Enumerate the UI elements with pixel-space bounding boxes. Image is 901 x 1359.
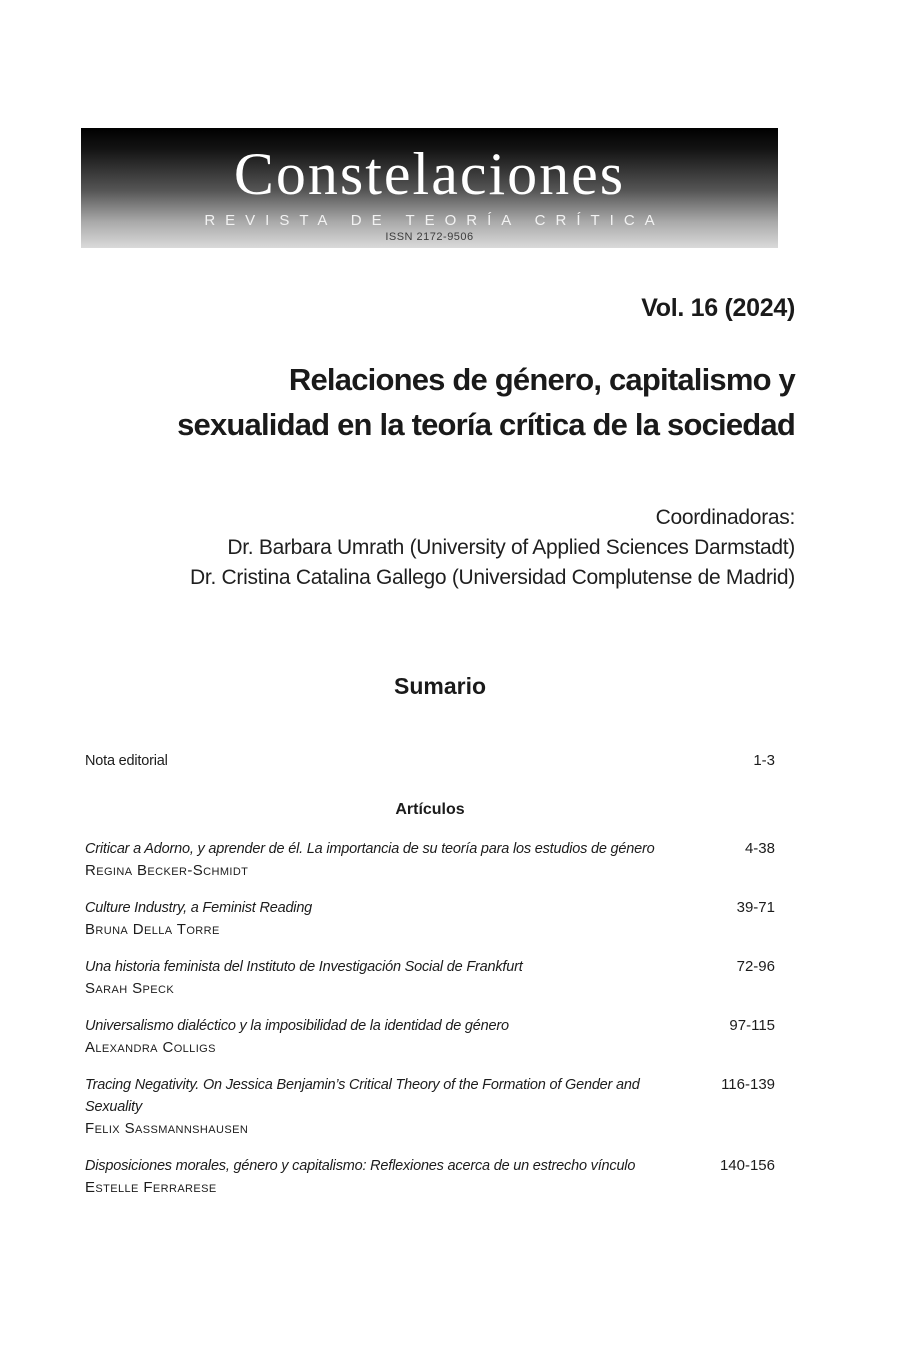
articles-section-heading: Artículos bbox=[395, 801, 465, 818]
article-row bbox=[85, 1155, 775, 1198]
article-title: Culture Industry, a Feminist Reading bbox=[85, 900, 313, 916]
article-entry bbox=[85, 838, 695, 881]
issue-title bbox=[85, 357, 795, 447]
article-entry bbox=[85, 956, 695, 999]
journal-banner bbox=[81, 128, 778, 248]
editorial-note-row bbox=[85, 750, 775, 772]
article-author: Bruna Della Torre bbox=[85, 921, 220, 938]
journal-issn: ISSN 2172-9506 bbox=[385, 231, 474, 243]
article-pages: 116-139 bbox=[721, 1076, 775, 1093]
article-row bbox=[85, 897, 775, 940]
volume-label: Vol. 16 (2024) bbox=[641, 294, 795, 322]
article-entry bbox=[85, 897, 695, 940]
article-row bbox=[85, 1015, 775, 1058]
article-title: Una historia feminista del Instituto de Investigación Social de Frankfurt bbox=[85, 959, 523, 975]
coordinators-block bbox=[85, 503, 795, 593]
article-row bbox=[85, 1074, 775, 1139]
article-pages: 72-96 bbox=[736, 958, 775, 975]
issue-title-line-2: sexualidad en la teoría crítica de la sociedad bbox=[177, 407, 795, 442]
table-of-contents bbox=[85, 750, 775, 1198]
article-author: Estelle Ferrarese bbox=[85, 1179, 217, 1196]
article-author: Alexandra Colligs bbox=[85, 1039, 216, 1056]
article-entry bbox=[85, 1155, 695, 1198]
article-author: Sarah Speck bbox=[85, 980, 175, 997]
article-author: Felix Sassmannshausen bbox=[85, 1120, 249, 1137]
coordinator-line-1: Dr. Barbara Umrath (University of Applied Sciences Darmstadt) bbox=[227, 536, 795, 559]
editorial-note-pages: 1-3 bbox=[753, 752, 775, 769]
editorial-note-title: Nota editorial bbox=[85, 753, 168, 769]
article-row bbox=[85, 956, 775, 999]
journal-cover-page bbox=[0, 128, 901, 1359]
article-pages: 39-71 bbox=[736, 899, 775, 916]
journal-title: Constelaciones bbox=[233, 141, 626, 207]
journal-subtitle: REVISTA DE TEORÍA CRÍTICA bbox=[204, 212, 665, 229]
article-entry bbox=[85, 1015, 695, 1058]
summary-heading: Sumario bbox=[393, 673, 487, 699]
article-entry bbox=[85, 1074, 695, 1139]
article-author: Regina Becker-Schmidt bbox=[85, 862, 249, 879]
issue-title-line-1: Relaciones de género, capitalismo y bbox=[288, 362, 795, 397]
article-title: Disposiciones morales, género y capitalismo: Reflexiones acerca de un estrecho vínculo bbox=[85, 1158, 636, 1174]
article-pages: 97-115 bbox=[729, 1017, 775, 1034]
article-title: Tracing Negativity. On Jessica Benjamin’s Critical Theory of the Formation of Gender and Sexuality bbox=[85, 1077, 640, 1115]
article-row bbox=[85, 838, 775, 881]
article-title: Criticar a Adorno, y aprender de él. La importancia de su teoría para los estudios de género bbox=[85, 841, 655, 857]
article-title: Universalismo dialéctico y la imposibilidad de la identidad de género bbox=[85, 1018, 509, 1034]
article-pages: 140-156 bbox=[719, 1157, 775, 1174]
article-pages: 4-38 bbox=[744, 840, 775, 857]
coordinator-line-2: Dr. Cristina Catalina Gallego (Universidad Complutense de Madrid) bbox=[190, 566, 795, 589]
coordinators-heading: Coordinadoras: bbox=[655, 506, 795, 529]
